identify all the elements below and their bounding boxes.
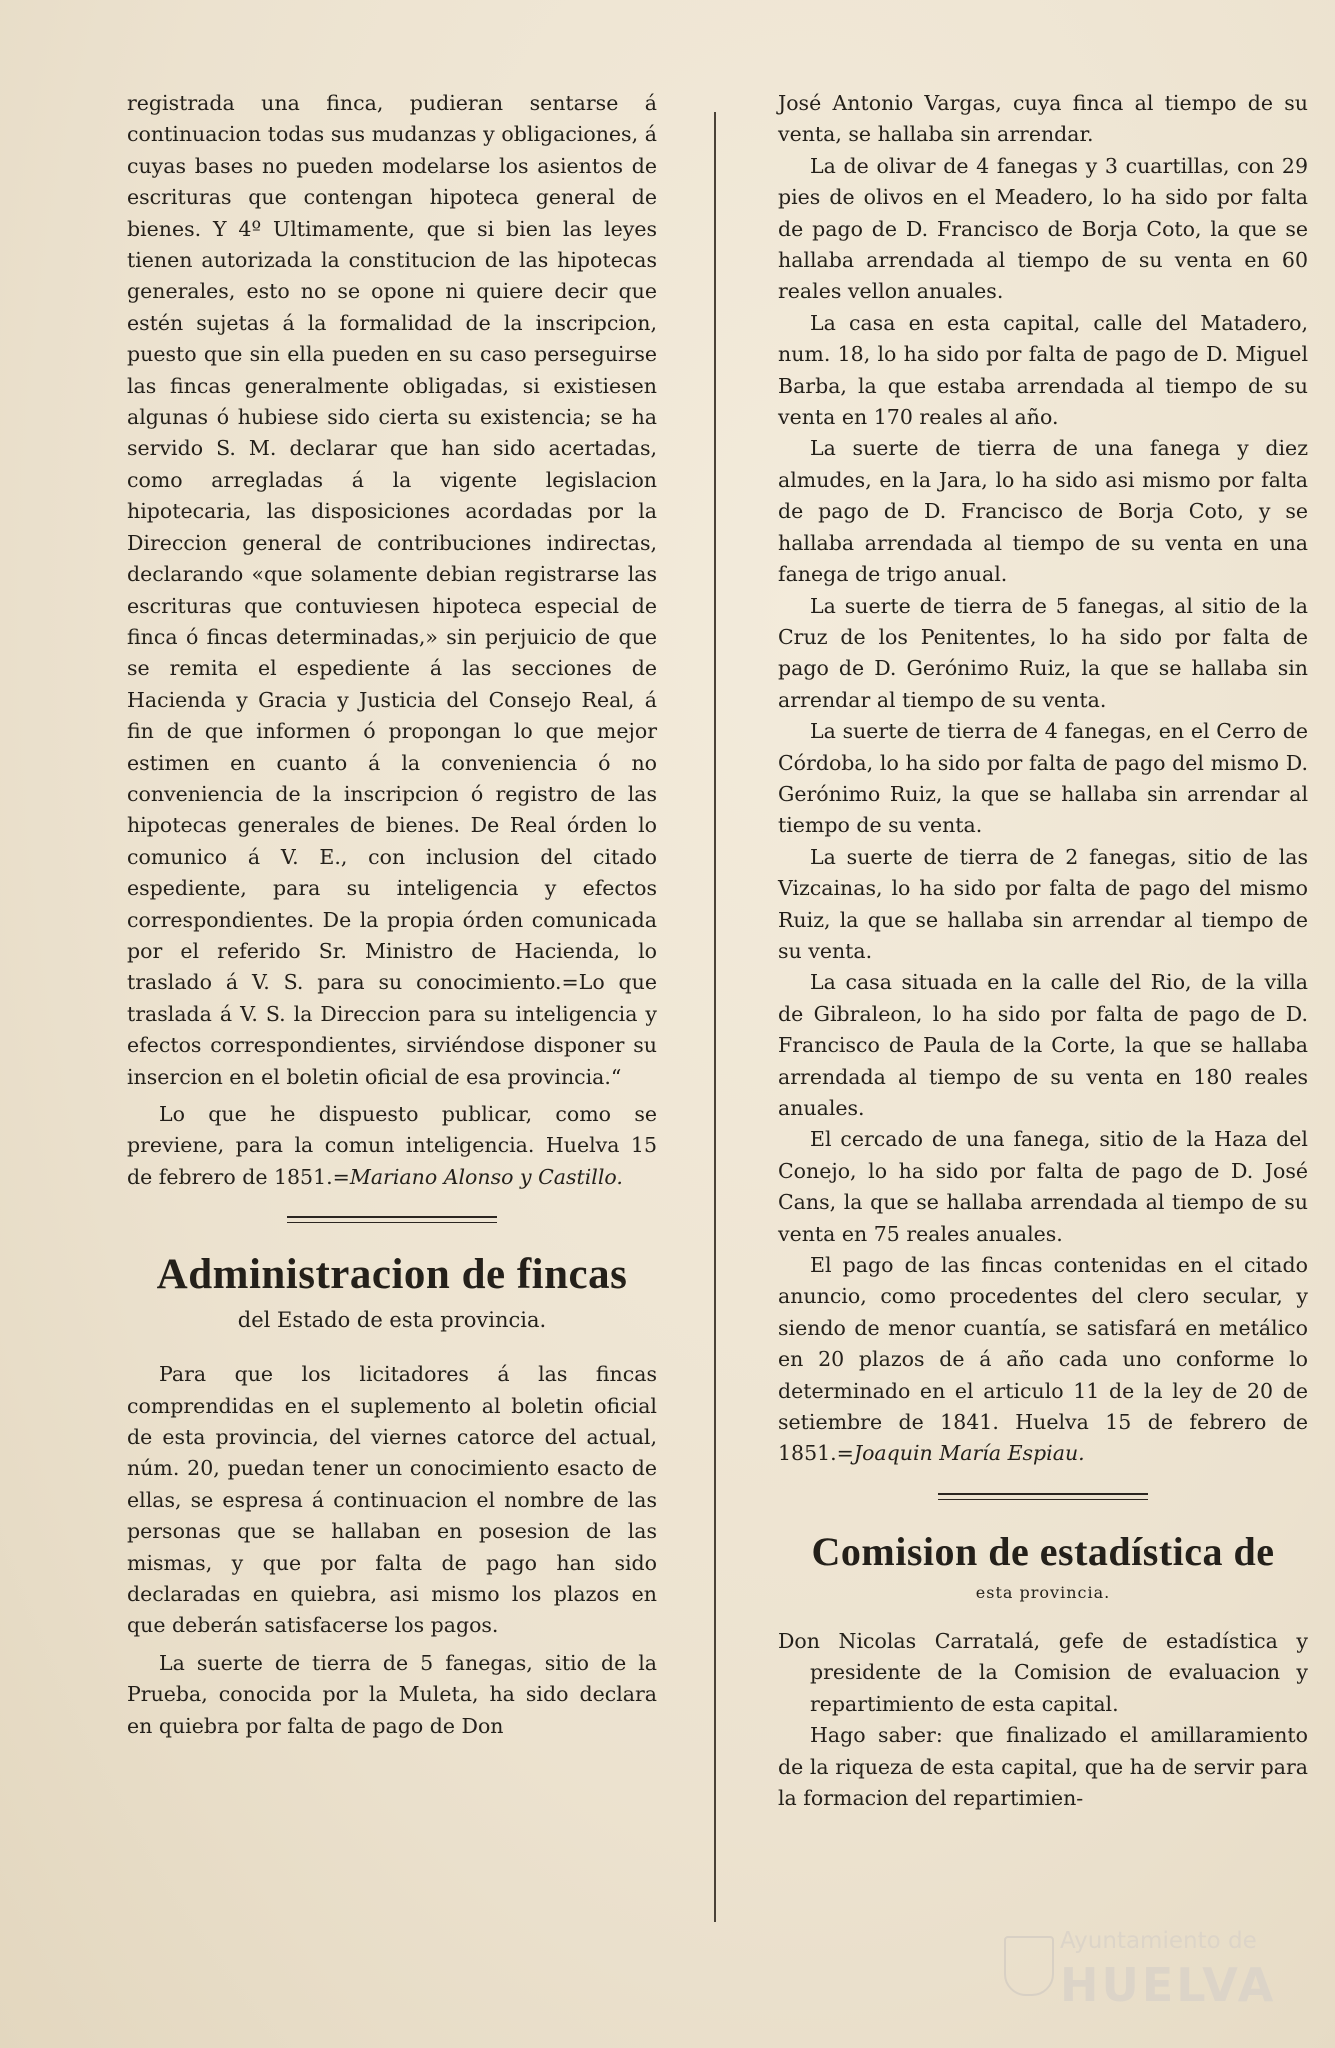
section-heading: Comision de estadística de xyxy=(811,1528,1275,1574)
archive-watermark xyxy=(1004,1928,1324,2028)
property-entry: La casa situada en la calle del Rio, de la villa de Gibraleon, lo ha sido por falta de pago de D. Francisco de Paula de la Corte, la que se hallaba arrendada al tiempo de su venta en 180 reales anuales. xyxy=(778,970,1308,1120)
official-intro: Don Nicolas Carratalá, gefe de estadística y presidente de la Comision de evaluacion y repartimiento de esta capital. xyxy=(778,1628,1308,1716)
property-entry: La de olivar de 4 fanegas y 3 cuartillas, con 29 pies de olivos en el Meadero, lo ha sido por falta de pago de D. Francisco de Borja Coto, la que se hallaba arrendada al tiempo de su venta en 60 reales vellon anuales. xyxy=(778,153,1308,304)
right-column xyxy=(778,88,1308,1814)
section-subheading: del Estado de esta provincia. xyxy=(237,1308,547,1333)
property-entry: La suerte de tierra de 5 fanegas, sitio de la Prueba, conocida por la Muleta, ha sido declara en quiebra por falta de pago de Don xyxy=(127,1650,657,1738)
announcement-paragraph: Hago saber: que finalizado el amillaramiento de la riqueza de esta capital, que ha de servir para la formacion del repartimien- xyxy=(778,1723,1308,1810)
property-entry: La casa en esta capital, calle del Matadero, num. 18, lo ha sido por falta de pago de D. Miguel Barba, la que estaba arrendada al tiempo de su venta en 170 reales al año. xyxy=(778,310,1308,430)
property-entry: La suerte de tierra de 2 fanegas, sitio de las Vizcainas, lo ha sido por falta de pago del mismo Ruiz, la que se hallaba sin arrendar al tiempo de su venta. xyxy=(778,844,1308,963)
publication-note xyxy=(127,1099,657,1193)
payment-terms-text: El pago de las fincas contenidas en el citado anuncio, como procedentes del clero secular, y siendo de menor cuantía, se satisfará en metálico en 20 plazos de á año cada uno conforme lo determinado en el articulo 11 de la ley de 20 de setiembre de 1841. Huelva 15 de febrero de 1851.= xyxy=(778,1253,1308,1466)
signature: Joaquin María Espiau. xyxy=(853,1441,1085,1466)
section-subheading: esta provincia. xyxy=(975,1582,1111,1602)
property-entry: La suerte de tierra de 5 fanegas, al sitio de la Cruz de los Penitentes, lo ha sido por falta de pago de D. Gerónimo Ruiz, la que se hallaba sin arrendar al tiempo de su venta. xyxy=(778,593,1308,712)
signature: Mariano Alonso y Castillo. xyxy=(349,1164,623,1189)
ornamental-divider xyxy=(287,1213,497,1227)
coat-of-arms-icon xyxy=(1004,1936,1054,1996)
left-column xyxy=(127,88,657,1742)
publication-note-text: Lo que he dispuesto publicar, como se previene, para la comun inteligencia. Huelva 15 de febrero de 1851.= xyxy=(127,1102,657,1189)
property-entry: El cercado de una fanega, sitio de la Haza del Conejo, lo ha sido por falta de pago de D. José Cans, la que se hallaba arrendada al tiempo de su venta en 75 reales anuales. xyxy=(778,1127,1308,1246)
continued-paragraph: registrada una finca, pudieran sentarse á continuacion todas sus mudanzas y obligaciones, á cuyas bases no pueden modelarse los asientos de escrituras que contengan hipoteca general de bienes. Y 4º Ultimamente, que si bien las leyes tienen autorizada la constitucion de las hipotecas generales, esto no se opone ni quiere decir que estén sujetas á la formalidad de la inscripcion, puesto que sin ella pueden en su caso perseguirse las fincas generalmente obligadas, si existiesen algunas ó hubiese sido cierta su existencia; se ha servido S. M. declarar que han sido acertadas, como arregladas á la vigente legislacion hipotecaria, las disposiciones acordadas por la Direccion general de contribuciones indirectas, declarando «que solamente debian registrarse las escrituras que contuviesen hipoteca especial de finca ó fincas determinadas,» sin perjuicio de que se remita el espediente á las secciones de Hacienda y Gracia y Justicia del Consejo Real, á fin de que informen ó propongan lo que mejor estimen en cuanto á la conveniencia ó no conveniencia de la inscripcion ó registro de las hipotecas generales de bienes. De Real órden lo comunico á V. E., con inclusion del citado espediente, para su inteligencia y efectos correspondientes. De la propia órden comunicada por el referido Sr. Ministro de Hacienda, lo traslado á V. S. para su conocimiento.=Lo que traslada á V. S. la Direccion para su inteligencia y efectos correspondientes, sirviéndose disponer su insercion en el boletin oficial de esa provincia.“ xyxy=(127,91,657,1089)
watermark-line2: HUELVA xyxy=(1060,1958,1277,2012)
payment-terms xyxy=(778,1250,1308,1470)
property-entry: La suerte de tierra de una fanega y diez almudes, en la Jara, lo ha sido asi mismo por falta de pago de D. Francisco de Borja Coto, y se hallaba arrendada al tiempo de su venta en una fanega de trigo anual. xyxy=(778,436,1308,587)
property-entry: La suerte de tierra de 4 fanegas, en el Cerro de Córdoba, lo ha sido por falta de pago del mismo D. Gerónimo Ruiz, la que se hallaba sin arrendar al tiempo de su venta. xyxy=(778,719,1308,838)
property-entry: José Antonio Vargas, cuya finca al tiempo de su venta, se hallaba sin arrendar. xyxy=(778,91,1308,147)
column-divider xyxy=(714,112,716,1922)
section-heading: Administracion de fincas xyxy=(156,1251,628,1299)
ornamental-divider xyxy=(938,1490,1148,1504)
notice-paragraph: Para que los licitadores á las fincas comprendidas en el suplemento al boletin oficial de esta provincia, del viernes catorce del actual, núm. 20, puedan tener un conocimiento esacto de ellas, se espresa á continuacion el nombre de las personas que se hallaban en posesion de las mismas, y que por falta de pago han sido declaradas en quiebra, asi mismo los plazos en que deberán satisfacerse los pagos. xyxy=(127,1362,657,1638)
watermark-line1: Ayuntamiento de xyxy=(1060,1928,1257,1954)
